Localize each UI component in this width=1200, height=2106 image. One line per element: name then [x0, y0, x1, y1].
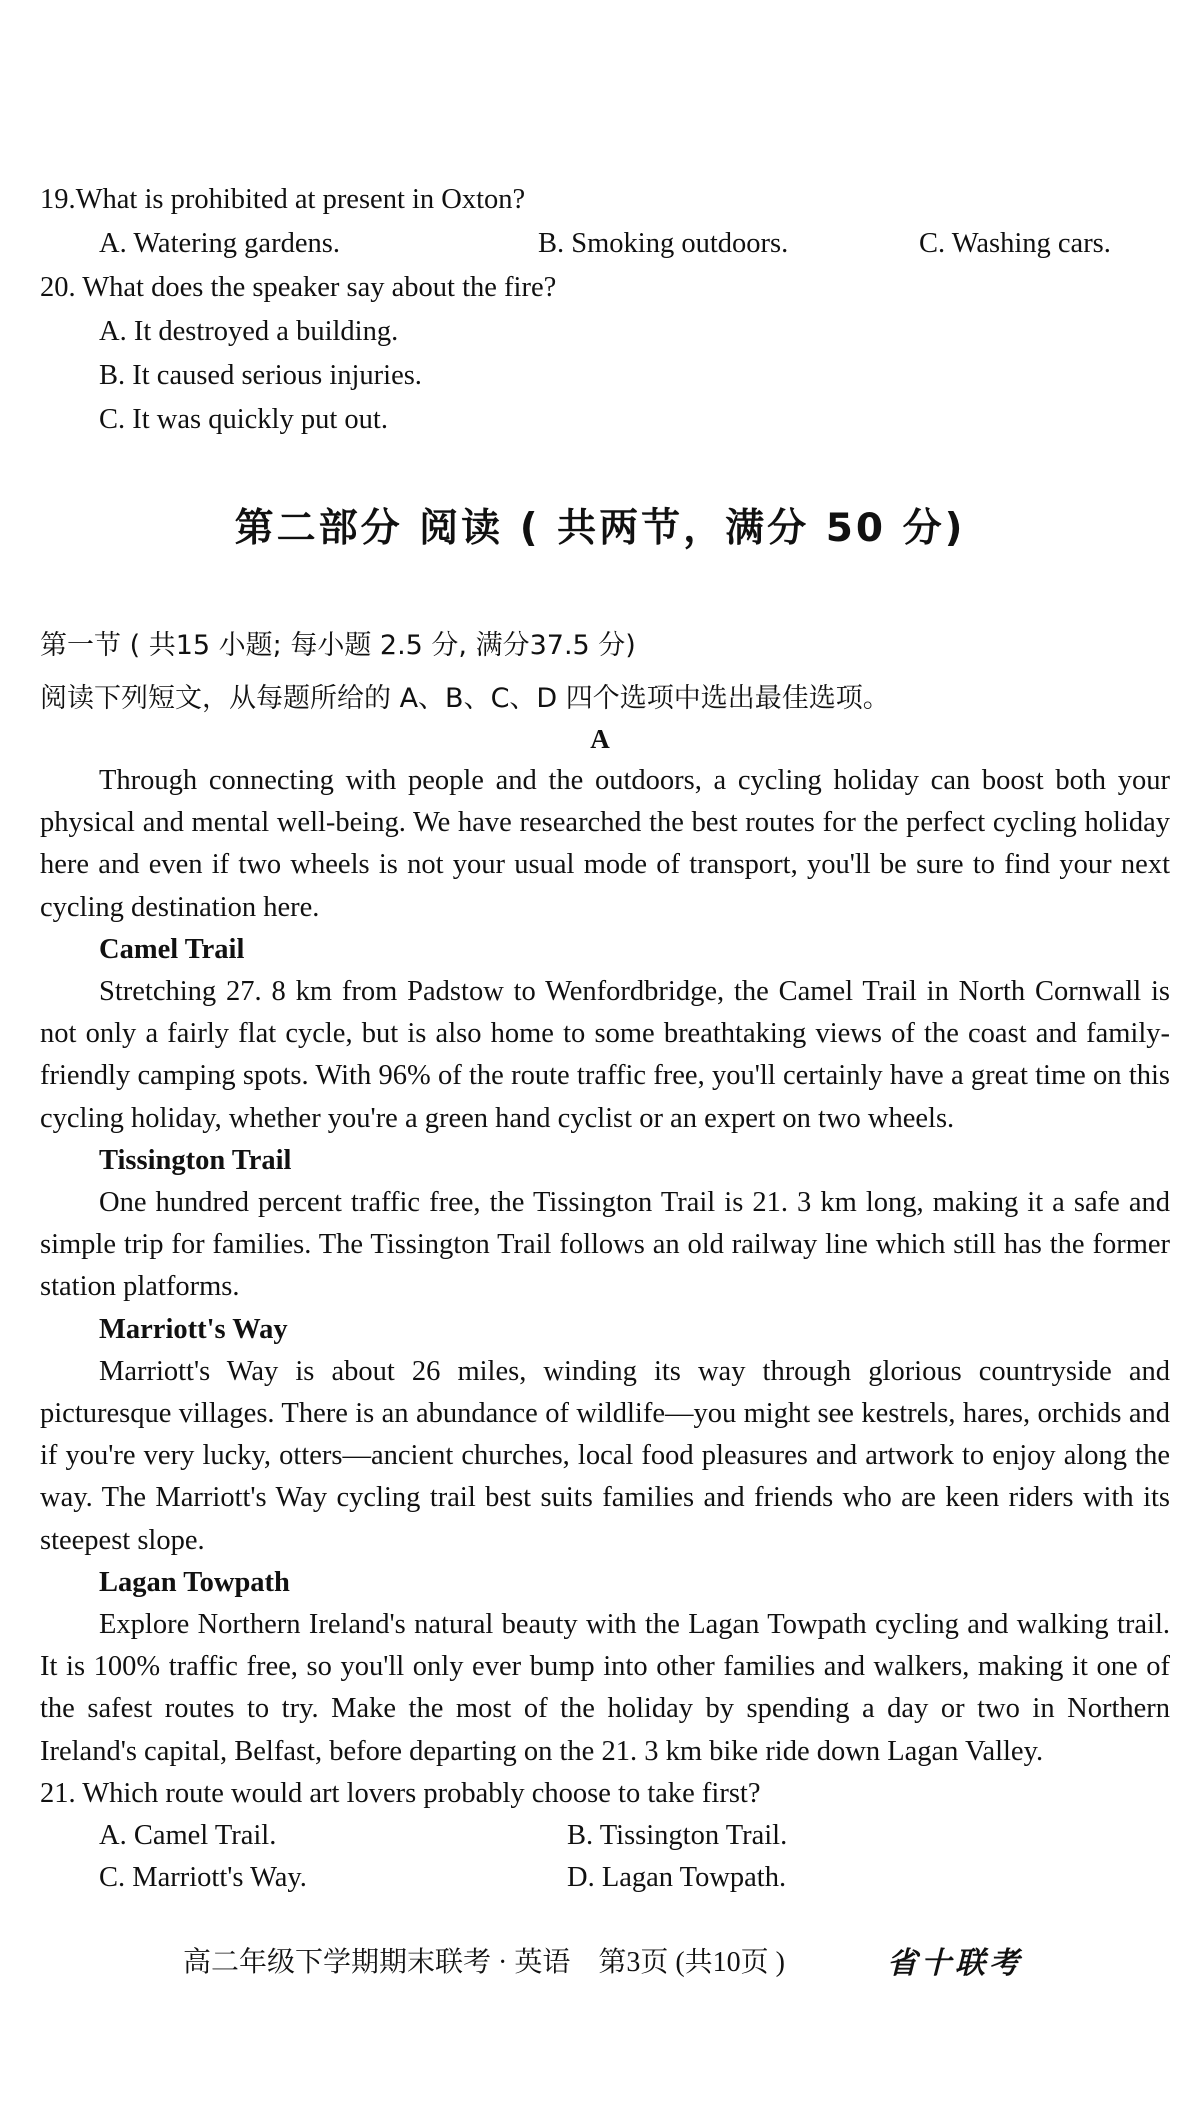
- question-21-option-c: C. Marriott's Way.: [99, 1862, 307, 1893]
- question-20-option-c: C. It was quickly put out.: [99, 404, 388, 435]
- question-21-option-a: A. Camel Trail.: [99, 1820, 277, 1851]
- question-21-option-d: D. Lagan Towpath.: [567, 1862, 787, 1893]
- footer-page-info: 高二年级下学期期末联考 · 英语 第3页 (共10页 ): [183, 1947, 785, 1978]
- question-21-stem: 21. Which route would art lovers probably choose to take first?: [40, 1778, 761, 1809]
- question-20-option-b: B. It caused serious injuries.: [99, 360, 422, 391]
- route-heading-camel-trail: Camel Trail: [99, 933, 245, 965]
- question-19-option-a: A. Watering gardens.: [99, 228, 340, 259]
- section-title: 第二部分 阅读 ( 共两节，满分 50 分): [234, 506, 966, 551]
- route-text-camel-trail: Stretching 27. 8 km from Padstow to Wenfordbridge, the Camel Trail in North Cornwall is not only a fairly flat cycle, but is also home to some breathtaking views of the coast and family-friendly camping spots. With 96% of the route traffic free, you'll certainly have a great time on this cycling holiday, whether you're a green hand cyclist or an expert on two wheels.: [40, 976, 1170, 1134]
- route-heading-lagan-towpath: Lagan Towpath: [99, 1566, 290, 1598]
- passage-intro: Through connecting with people and the outdoors, a cycling holiday can boost both your physical and mental well-being. We have researched the best routes for the perfect cycling holiday here and even if two wheels is not your usual mode of transport, you'll be sure to find your next cycling destination here.: [40, 765, 1170, 923]
- route-text-marriotts-way: Marriott's Way is about 26 miles, winding its way through glorious countryside and picturesque villages. There is an abundance of wildlife—you might see kestrels, hares, orchids and if you're very lucky, otters—ancient churches, local food pleasures and artwork to enjoy along the way. The Marriott's Way cycling trail best suits families and friends who are keen riders with its steepest slope.: [40, 1355, 1170, 1556]
- route-text-tissington-trail: One hundred percent traffic free, the Tissington Trail is 21. 3 km long, making it a safe and simple trip for families. The Tissington Trail follows an old railway line which still has the former station platforms.: [40, 1187, 1170, 1303]
- passage-letter: A: [590, 724, 610, 754]
- route-heading-tissington-trail: Tissington Trail: [99, 1144, 292, 1176]
- question-19-option-b: B. Smoking outdoors.: [538, 228, 789, 259]
- passage-body: [40, 760, 1170, 1773]
- question-20-option-a: A. It destroyed a building.: [99, 316, 399, 347]
- question-19-stem: 19.What is prohibited at present in Oxton?: [40, 184, 526, 215]
- route-text-lagan-towpath: Explore Northern Ireland's natural beauty with the Lagan Towpath cycling and walking trail. It is 100% traffic free, so you'll only ever bump into other families and walkers, making it one of the safest routes to try. Make the most of the holiday by spending a day or two in Northern Ireland's capital, Belfast, before departing on the 21. 3 km bike ride down Lagan Valley.: [40, 1609, 1170, 1767]
- footer-brand: 省十联考: [887, 1947, 1023, 1980]
- section-subheading: 第一节 ( 共15 小题; 每小题 2.5 分, 满分37.5 分): [40, 630, 636, 661]
- question-21-option-b: B. Tissington Trail.: [567, 1820, 788, 1851]
- section-instruction: 阅读下列短文，从每题所给的 A、B、C、D 四个选项中选出最佳选项。: [40, 683, 890, 714]
- route-heading-marriotts-way: Marriott's Way: [99, 1313, 288, 1345]
- question-19-option-c: C. Washing cars.: [919, 228, 1111, 259]
- question-20-stem: 20. What does the speaker say about the fire?: [40, 272, 557, 303]
